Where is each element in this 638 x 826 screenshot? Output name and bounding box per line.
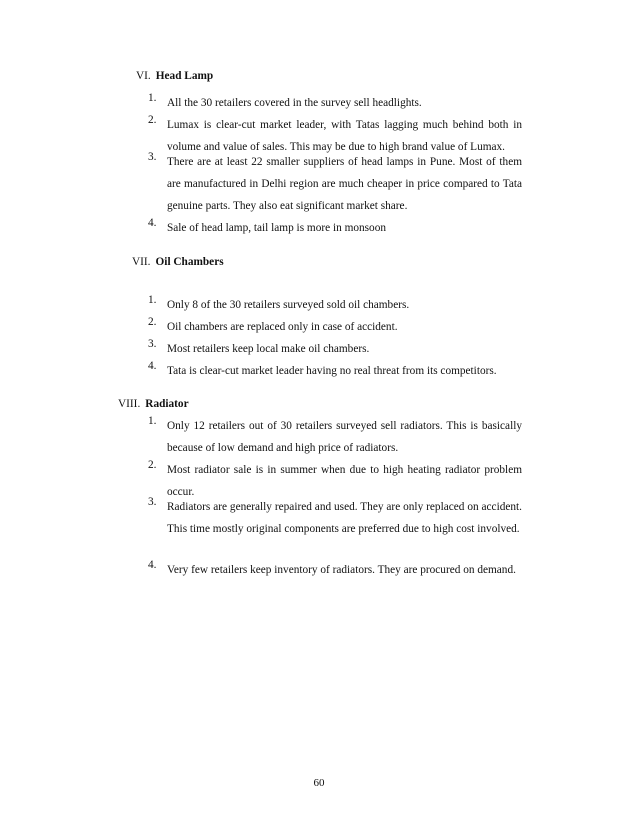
list-item-number: 4. — [148, 360, 157, 372]
list-item-number: 3. — [148, 496, 157, 508]
section-heading-oil-chambers — [132, 256, 224, 268]
list-item-number: 1. — [148, 92, 157, 104]
list-item-number: 4. — [148, 559, 157, 571]
section-heading-head-lamp — [136, 70, 213, 82]
list-item-text: Very few retailers keep inventory of radiators. They are procured on demand. — [167, 564, 516, 576]
list-item-text: Most radiator sale is in summer when due to high heating radiator problem occur. — [167, 464, 522, 498]
list-item-text: Lumax is clear-cut market leader, with Tatas lagging much behind both in volume and value of sales. This may be due to high brand value of Lumax. — [167, 119, 522, 153]
list-item-number: 3. — [148, 338, 157, 350]
section-numeral: VI. — [136, 70, 151, 82]
list-item-number: 3. — [148, 151, 157, 163]
list-item-number: 2. — [148, 114, 157, 126]
list-item-text: Tata is clear-cut market leader having no real threat from its competitors. — [167, 365, 497, 377]
list-item-text: Sale of head lamp, tail lamp is more in monsoon — [167, 222, 386, 234]
list-item-text: All the 30 retailers covered in the survey sell headlights. — [167, 97, 422, 109]
list-item-text: Oil chambers are replaced only in case of accident. — [167, 321, 398, 333]
list-item-text: Only 12 retailers out of 30 retailers surveyed sell radiators. This is basically because of low demand and high price of radiators. — [167, 420, 522, 454]
list-item-number: 1. — [148, 415, 157, 427]
list-item-number: 2. — [148, 459, 157, 471]
list-item-text: Most retailers keep local make oil chambers. — [167, 343, 370, 355]
list-item-number: 4. — [148, 217, 157, 229]
section-title: Oil Chambers — [155, 256, 224, 268]
page-number: 60 — [313, 777, 325, 789]
section-title: Radiator — [145, 398, 189, 410]
section-heading-radiator — [118, 398, 189, 410]
list-item-number: 1. — [148, 294, 157, 306]
section-numeral: VIII. — [118, 398, 141, 410]
list-item-number: 2. — [148, 316, 157, 328]
section-numeral: VII. — [132, 256, 151, 268]
list-item-text: Only 8 of the 30 retailers surveyed sold oil chambers. — [167, 299, 410, 311]
section-title: Head Lamp — [155, 70, 214, 82]
list-item-text: Radiators are generally repaired and used. They are only replaced on accident. This time mostly original components are preferred due to high cost involved. — [167, 501, 522, 535]
list-item-text: There are at least 22 smaller suppliers of head lamps in Pune. Most of them are manufactured in Delhi region are much cheaper in price compared to Tata genuine parts. They also eat significant market share. — [167, 156, 522, 212]
